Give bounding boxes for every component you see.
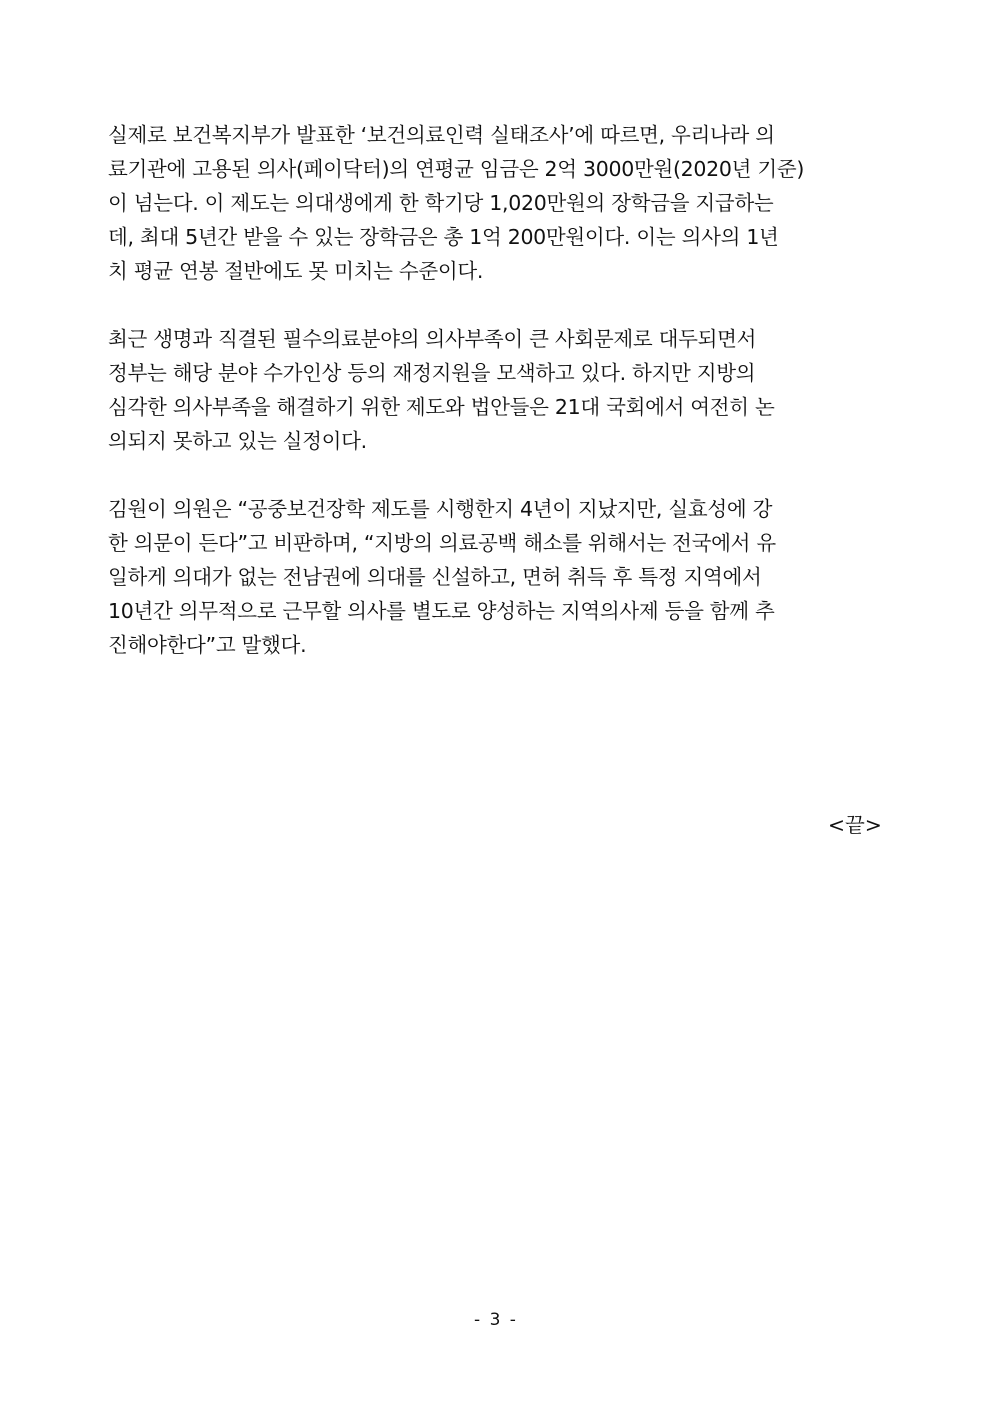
text-line: 이 넘는다. 이 제도는 의대생에게 한 학기당 1,020만원의 장학금을 지급하는 [108,191,774,215]
paragraph-lawmaker-quote [108,492,884,662]
paragraph-salary-comparison [108,118,884,288]
text-line: 김원이 의원은 “공중보건장학 제도를 시행한지 4년이 지났지만, 실효성에 강 [108,497,773,521]
text-line: 실제로 보건복지부가 발표한 ‘보건의료인력 실태조사’에 따르면, 우리나라 의 [108,123,775,147]
paragraph-doctor-shortage [108,322,884,458]
text-line: 10년간 의무적으로 근무할 의사를 별도로 양성하는 지역의사제 등을 함께 추 [108,599,775,623]
text-line: 진해야한다”고 말했다. [108,633,307,657]
text-line: 치 평균 연봉 절반에도 못 미치는 수준이다. [108,259,484,283]
text-line: 한 의문이 든다”고 비판하며, “지방의 의료공백 해소를 위해서는 전국에서 유 [108,531,776,555]
closing-mark: <끝> [827,813,882,837]
text-line: 심각한 의사부족을 해결하기 위한 제도와 법안들은 21대 국회에서 여전히 논 [108,395,775,419]
text-line: 일하게 의대가 없는 전남권에 의대를 신설하고, 면허 취득 후 특정 지역에서 [108,565,762,589]
text-line: 최근 생명과 직결된 필수의료분야의 의사부족이 큰 사회문제로 대두되면서 [108,327,757,351]
text-line: 의되지 못하고 있는 실정이다. [108,429,367,453]
body-text [108,118,884,696]
text-line: 정부는 해당 분야 수가인상 등의 재정지원을 모색하고 있다. 하지만 지방의 [108,361,756,385]
page-number: - 3 - [474,1310,518,1330]
text-line: 데, 최대 5년간 받을 수 있는 장학금은 총 1억 200만원이다. 이는 의사의 1년 [108,225,779,249]
text-line: 료기관에 고용된 의사(페이닥터)의 연평균 임금은 2억 3000만원(2020년 기준) [108,157,805,181]
